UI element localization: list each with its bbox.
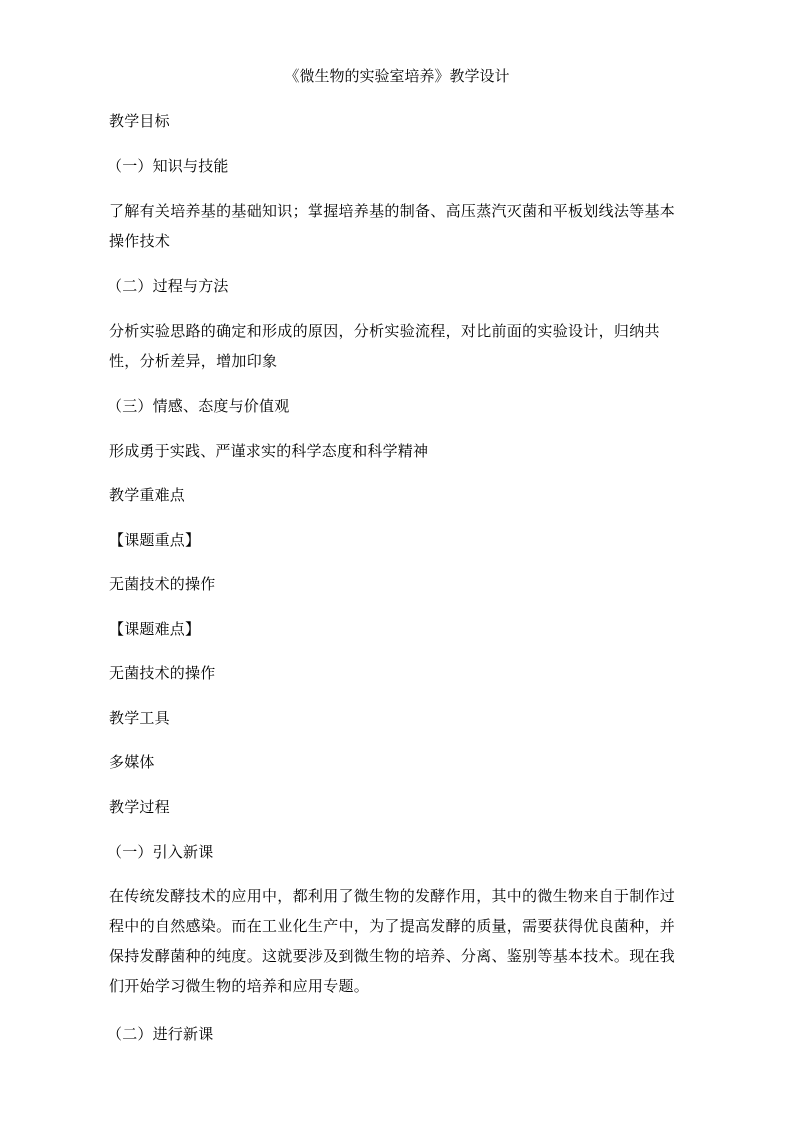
key-point-label: 【课题重点】 — [109, 531, 201, 549]
document-title: 《微生物的实验室培养》教学设计 — [284, 67, 510, 85]
emotion-heading: （三）情感、态度与价值观 — [107, 397, 290, 415]
tools-heading: 教学工具 — [109, 709, 170, 727]
difficult-point-label: 【课题难点】 — [109, 620, 201, 638]
knowledge-heading: （一）知识与技能 — [107, 157, 229, 175]
emotion-paragraph: 形成勇于实践、严谨求实的科学态度和科学精神 — [109, 442, 429, 460]
tools-text: 多媒体 — [109, 753, 155, 771]
new-lesson-heading: （二）进行新课 — [107, 1025, 214, 1043]
goals-heading: 教学目标 — [109, 112, 170, 130]
knowledge-paragraph: 了解有关培养基的基础知识；掌握培养基的制备、高压蒸汽灭菌和平板划线法等基本操作技术 — [109, 202, 676, 250]
teaching-process-heading: 教学过程 — [109, 798, 170, 816]
key-point-text: 无菌技术的操作 — [109, 575, 216, 593]
process-paragraph: 分析实验思路的确定和形成的原因，分析实验流程，对比前面的实验设计，归纳共性，分析差异，增加印象 — [109, 322, 660, 370]
intro-paragraph: 在传统发酵技术的应用中，都利用了微生物的发酵作用，其中的微生物来自于制作过程中的自然感染。而在工业化生产中，为了提高发酵的质量，需要获得优良菌种，并保持发酵菌种的纯度。这就要涉及到微生物的培养、分离、鉴别等基本技术。现在我们开始学习微生物的培养和应用专题。 — [109, 887, 676, 995]
process-heading: （二）过程与方法 — [107, 277, 229, 295]
intro-heading: （一）引入新课 — [107, 843, 214, 861]
difficult-point-text: 无菌技术的操作 — [109, 664, 216, 682]
difficulty-heading: 教学重难点 — [109, 486, 186, 504]
